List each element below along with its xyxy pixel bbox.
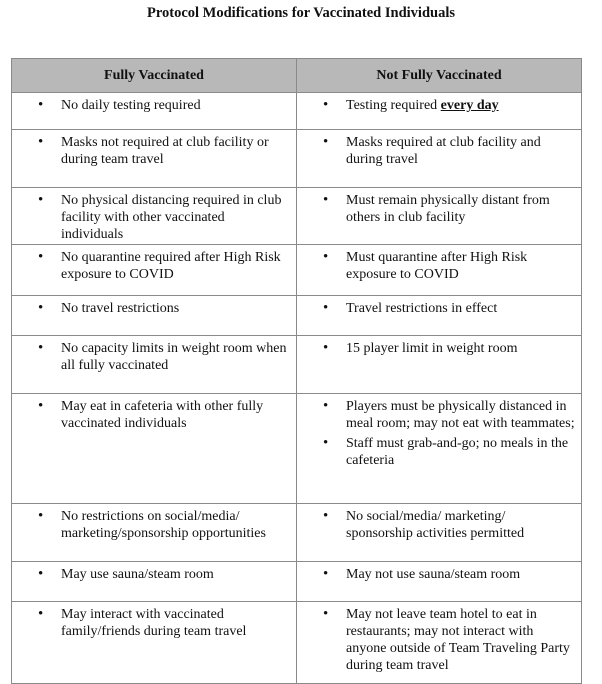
- table-cell-not-vaccinated: [297, 562, 582, 602]
- list-item: • Travel restrictions in effect: [297, 300, 581, 317]
- table-cell-vaccinated: [12, 93, 297, 130]
- emphasis-text: every day: [440, 98, 499, 113]
- table-cell-vaccinated: [12, 394, 297, 504]
- table-row: [12, 562, 582, 602]
- column-header-not-fully-vaccinated: Not Fully Vaccinated: [297, 59, 582, 93]
- table-row: [12, 504, 582, 562]
- table-cell-not-vaccinated: [297, 504, 582, 562]
- list-item: • 15 player limit in weight room: [297, 340, 581, 357]
- table-cell-not-vaccinated: [297, 93, 582, 130]
- table-cell-not-vaccinated: [297, 296, 582, 336]
- list-item: [297, 97, 581, 114]
- table-cell-not-vaccinated: [297, 336, 582, 394]
- table-cell-not-vaccinated: [297, 245, 582, 296]
- table-row: [12, 394, 582, 504]
- list-item: • No quarantine required after High Risk exposure to COVID: [12, 249, 296, 283]
- table-row: [12, 296, 582, 336]
- table-row: [12, 336, 582, 394]
- table-cell-vaccinated: [12, 602, 297, 684]
- list-item: • May interact with vaccinated family/friends during team travel: [12, 606, 296, 640]
- list-item: • May eat in cafeteria with other fully vaccinated individuals: [12, 398, 296, 432]
- list-item: • Players must be physically distanced in meal room; may not eat with teammates;: [297, 398, 581, 432]
- list-item: • No capacity limits in weight room when all fully vaccinated: [12, 340, 296, 374]
- list-item: • May not use sauna/steam room: [297, 566, 581, 583]
- table-cell-vaccinated: [12, 504, 297, 562]
- page-title: Protocol Modifications for Vaccinated Individuals: [146, 5, 455, 21]
- list-item: • No travel restrictions: [12, 300, 296, 317]
- list-item: • Staff must grab-and-go; no meals in the cafeteria: [297, 435, 581, 469]
- list-item: • May use sauna/steam room: [12, 566, 296, 583]
- table-cell-not-vaccinated: [297, 394, 582, 504]
- table-row: [12, 93, 582, 130]
- list-item: • May not leave team hotel to eat in restaurants; may not interact with anyone outside of Team Traveling Party during team travel: [297, 606, 581, 674]
- table-cell-not-vaccinated: [297, 130, 582, 188]
- table-cell-vaccinated: [12, 245, 297, 296]
- table-row: [12, 602, 582, 684]
- table-cell-vaccinated: [12, 336, 297, 394]
- table-row: [12, 130, 582, 188]
- table-cell-vaccinated: [12, 296, 297, 336]
- table-header-row: [12, 59, 582, 93]
- table-cell-vaccinated: [12, 562, 297, 602]
- table-cell-vaccinated: [12, 188, 297, 245]
- table-cell-not-vaccinated: [297, 188, 582, 245]
- list-item: • No physical distancing required in club facility with other vaccinated individuals: [12, 192, 296, 243]
- list-item: • Must remain physically distant from others in club facility: [297, 192, 581, 226]
- list-item: • Masks required at club facility and during travel: [297, 134, 581, 168]
- table-cell-not-vaccinated: [297, 602, 582, 684]
- column-header-fully-vaccinated: Fully Vaccinated: [12, 59, 297, 93]
- protocol-table: [11, 58, 582, 684]
- table-row: [12, 245, 582, 296]
- table-cell-vaccinated: [12, 130, 297, 188]
- list-item-text: Testing required: [346, 98, 441, 113]
- table-row: [12, 188, 582, 245]
- list-item: • No social/media/ marketing/ sponsorship activities permitted: [297, 508, 581, 542]
- list-item: • Masks not required at club facility or during team travel: [12, 134, 296, 168]
- list-item: • No daily testing required: [12, 97, 296, 114]
- list-item: • No restrictions on social/media/ marketing/sponsorship opportunities: [12, 508, 296, 542]
- list-item: • Must quarantine after High Risk exposure to COVID: [297, 249, 581, 283]
